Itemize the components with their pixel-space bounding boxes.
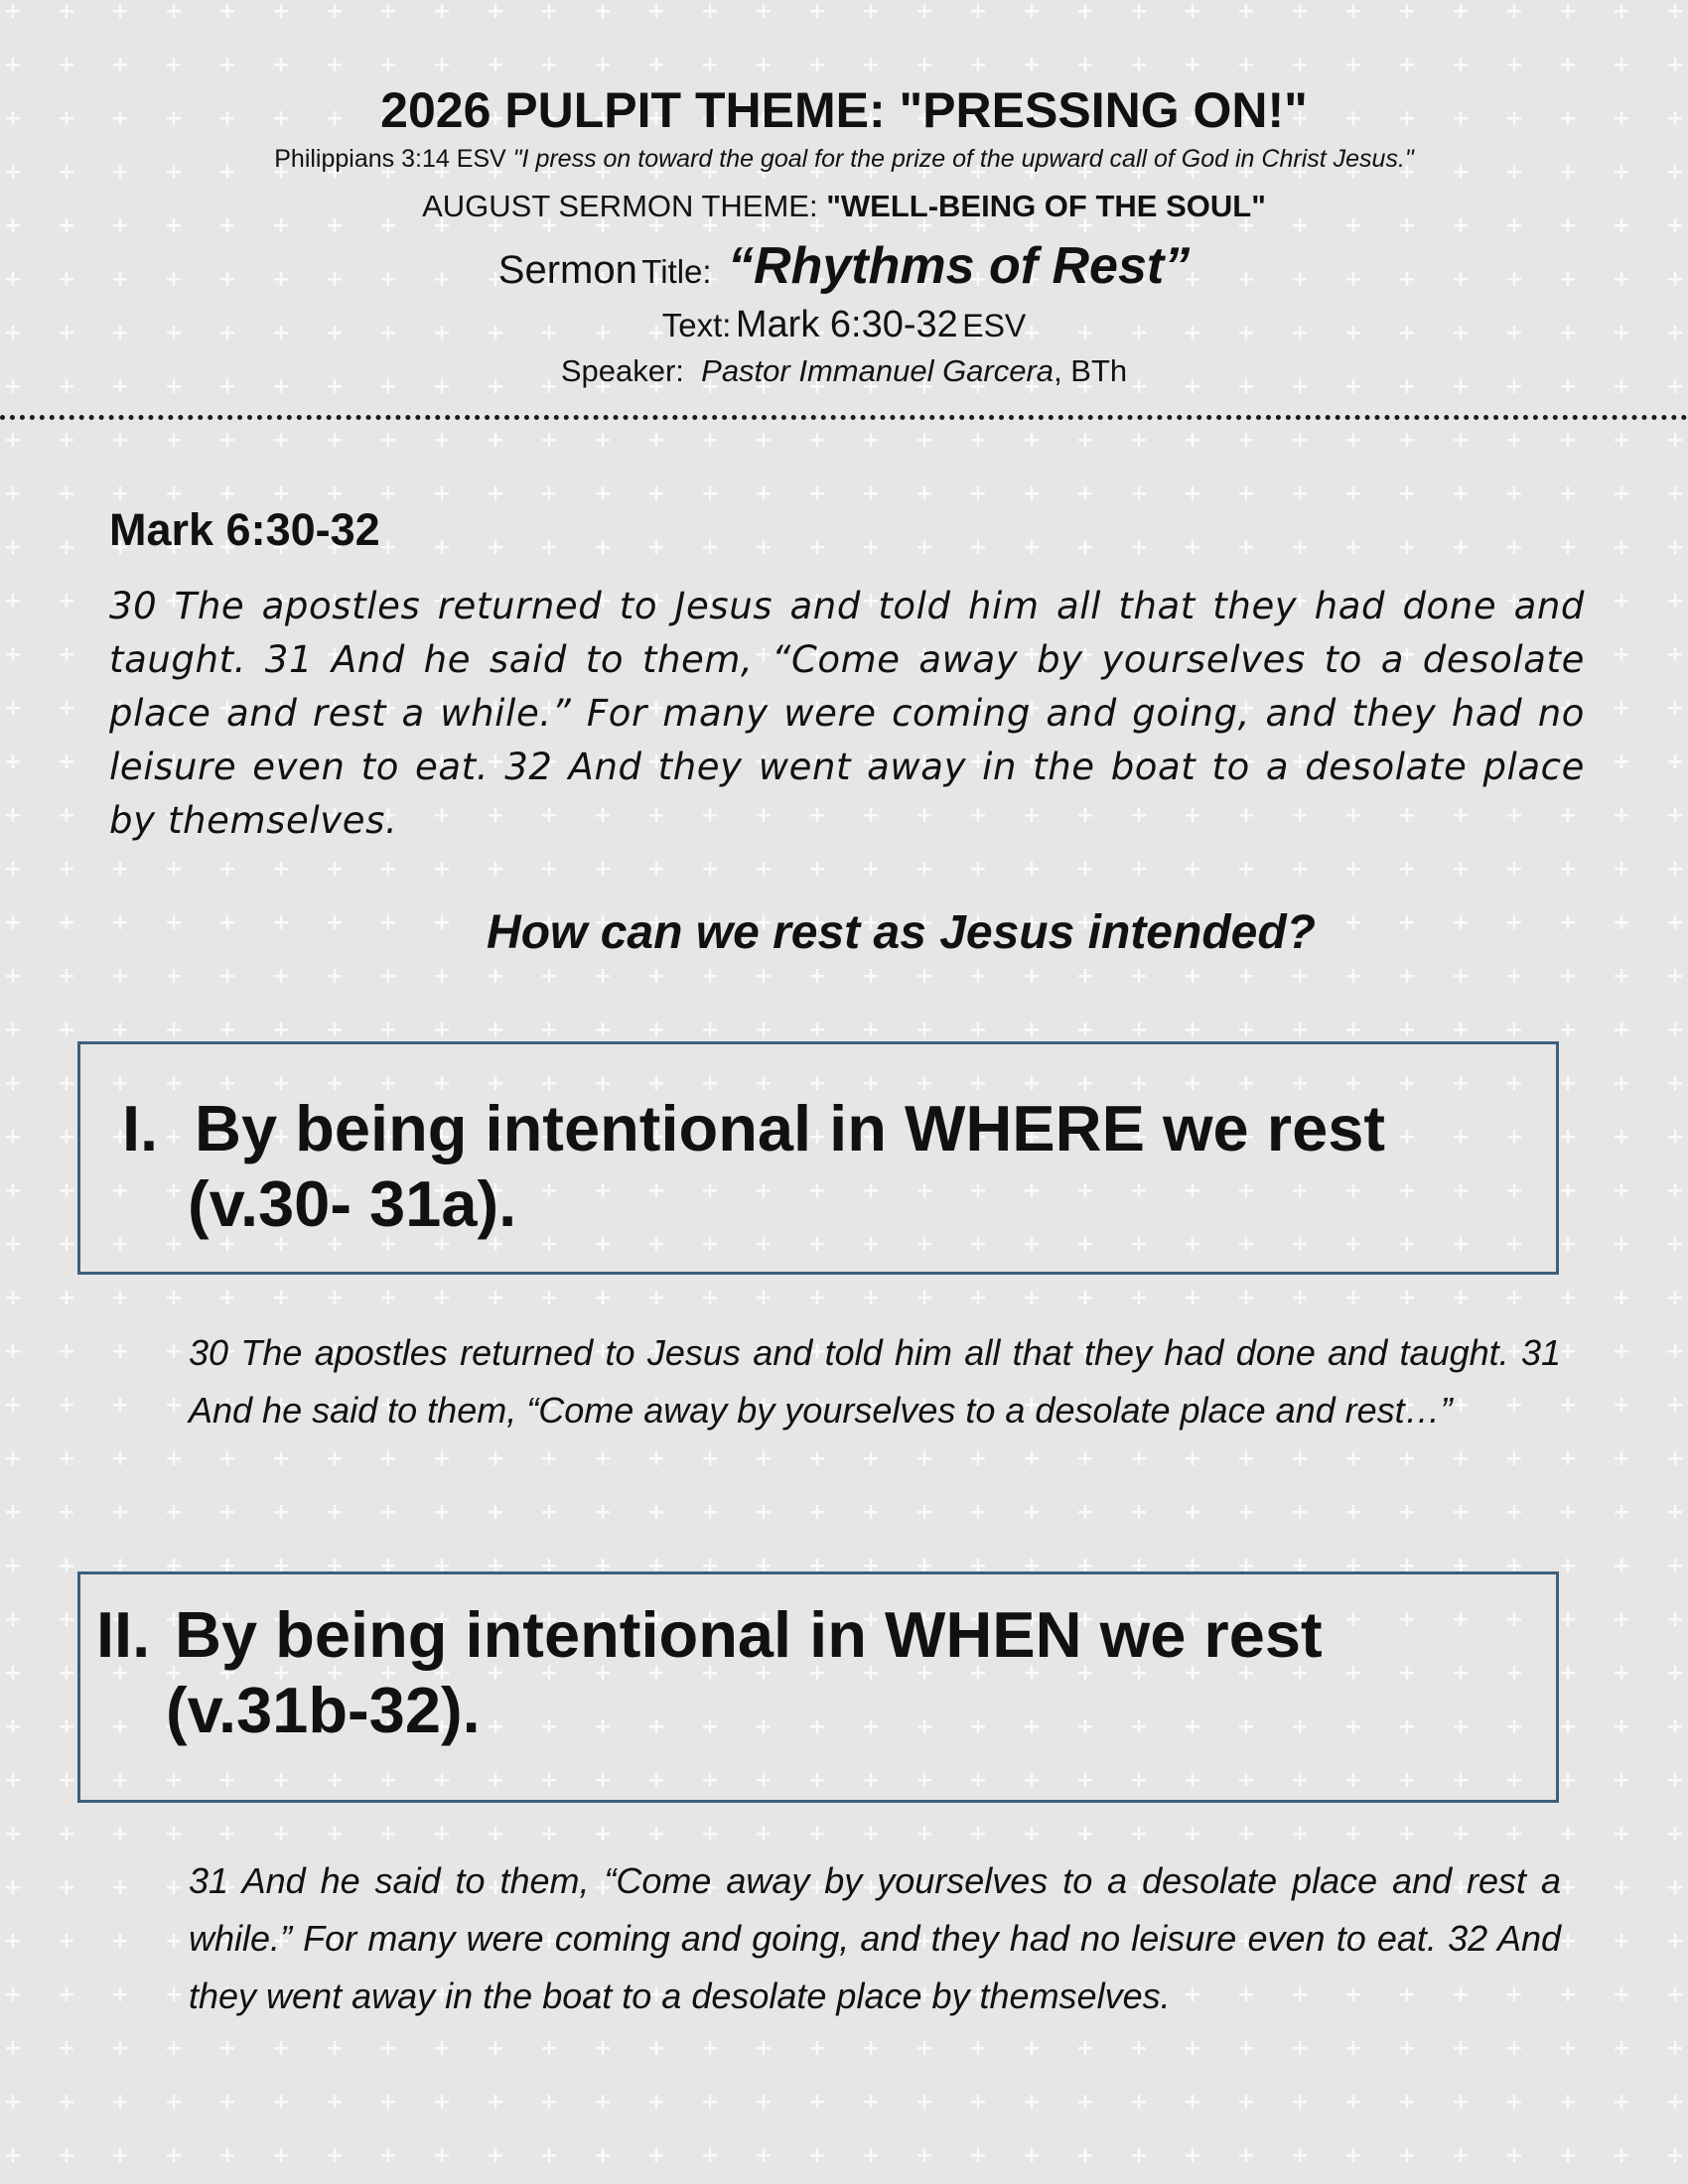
point-two-title: By being intentional in WHEN we rest bbox=[175, 1598, 1323, 1671]
sermon-label-a: Sermon bbox=[497, 248, 637, 292]
point-two-numeral: II. bbox=[96, 1598, 151, 1671]
month-sermon-theme bbox=[0, 189, 1688, 224]
speaker-suffix: , BTh bbox=[1054, 353, 1128, 388]
speaker-name: Pastor Immanuel Garcera bbox=[701, 353, 1055, 388]
point-one-verses: (v.30- 31a). bbox=[188, 1167, 517, 1240]
sermon-label-b: Title: bbox=[641, 253, 712, 290]
passage-text: 30 The apostles returned to Jesus and told him all that they had done and taught. 31 And he said to them, “Come away by yourselves to a desolate place and rest a while.” For many were coming and going, and they had no leisure even to eat. 32 And they went away in the boat to a desolate place by themselves. bbox=[109, 585, 1585, 842]
dotted-divider bbox=[0, 415, 1688, 420]
speaker-label: Speaker: bbox=[560, 353, 684, 388]
pulpit-theme-title: 2026 PULPIT THEME: "PRESSING ON!" bbox=[380, 82, 1308, 138]
guiding-question: How can we rest as Jesus intended? bbox=[487, 906, 1316, 959]
passage-reference: Mark 6:30-32 bbox=[109, 504, 380, 555]
point-one-text: 30 The apostles returned to Jesus and told him all that they had done and taught. 31 And he said to them, “Come away by yourselves to a desolate place and rest…” bbox=[189, 1332, 1561, 1431]
point-two-box bbox=[77, 1571, 1559, 1803]
theme-verse bbox=[0, 145, 1688, 174]
month-theme-value: "WELL-BEING OF THE SOUL" bbox=[826, 189, 1266, 223]
sermon-text-row bbox=[0, 304, 1688, 346]
speaker-row bbox=[0, 353, 1688, 389]
sermon-title: “Rhythms of Rest” bbox=[728, 237, 1191, 295]
theme-verse-text: "I press on toward the goal for the prize of the upward call of God in Christ Jesus." bbox=[512, 145, 1414, 173]
point-two-text: 31 And he said to them, “Come away by yourselves to a desolate place and rest a while.” For many were coming and going, and they had no leisure even to eat. 32 And they went away in the boat to a desolate place by themselves. bbox=[189, 1860, 1561, 2016]
text-reference: Mark 6:30-32 bbox=[735, 304, 958, 345]
sermon-title-row bbox=[0, 236, 1688, 296]
point-one-box bbox=[77, 1041, 1559, 1275]
point-one-title: By being intentional in WHERE we rest bbox=[195, 1092, 1386, 1164]
month-theme-label: AUGUST SERMON THEME: bbox=[422, 189, 818, 223]
point-two-verses: (v.31b-32). bbox=[166, 1674, 481, 1746]
theme-verse-ref: Philippians 3:14 ESV bbox=[274, 145, 506, 173]
text-label: Text: bbox=[661, 307, 732, 343]
text-version: ESV bbox=[962, 308, 1027, 343]
point-one-numeral: I. bbox=[122, 1092, 159, 1164]
